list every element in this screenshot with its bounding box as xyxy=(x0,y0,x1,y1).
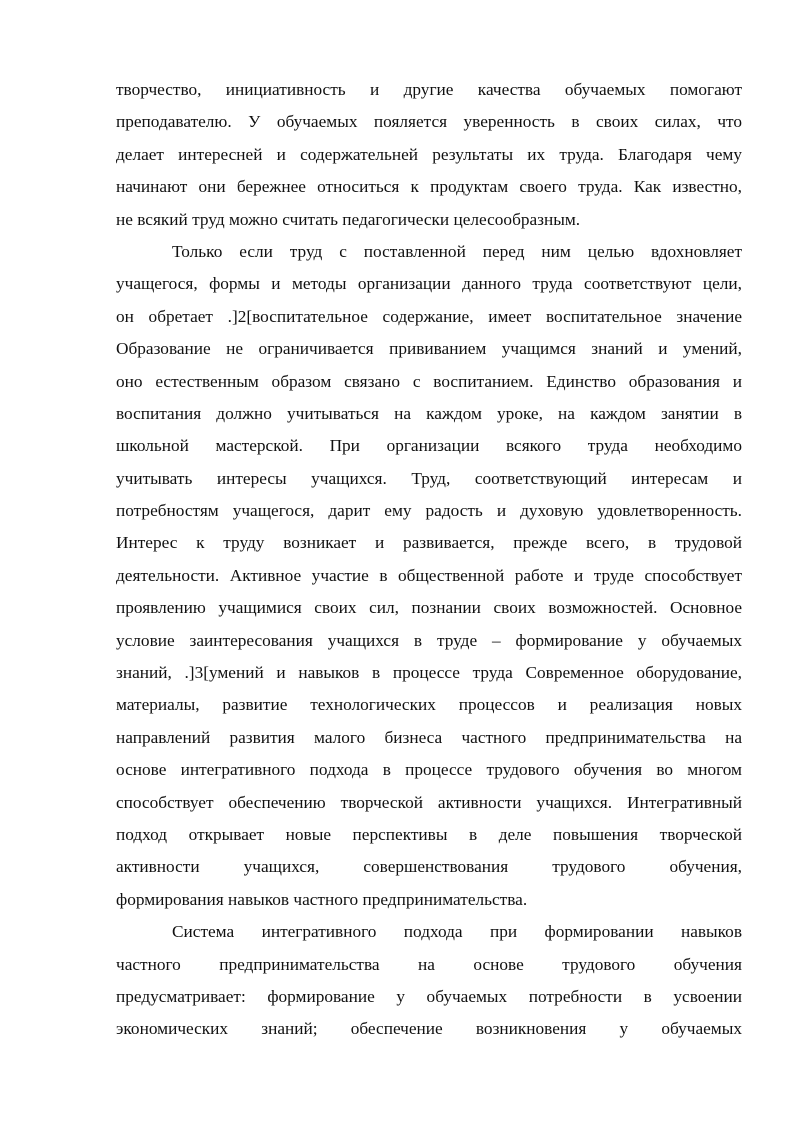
text-line: подход открывает новые перспективы в деле повышения творческой xyxy=(116,824,742,844)
text-line: материалы, развитие технологических процессов и реализация новых xyxy=(116,695,742,715)
text-line: основе интегративного подхода в процессе трудового обучения во многом xyxy=(116,760,742,780)
text-line: оно естественным образом связано с воспитанием. Единство образования и xyxy=(116,371,742,391)
text-line: делает интересней и содержательней результаты их труда. Благодаря чему xyxy=(116,144,742,164)
text-line: Образование не ограничивается прививанием учащимся знаний и умений, xyxy=(116,339,742,359)
paragraph-3 xyxy=(116,916,742,1046)
text-line: Система интегративного подхода при формировании навыков xyxy=(172,922,742,942)
text-line: частного предпринимательства на основе трудового обучения xyxy=(116,954,742,974)
text-line: Только если труд с поставленной перед ним целью вдохновляет xyxy=(172,241,742,261)
text-line: учащегося, формы и методы организации данного труда соответствуют цели, xyxy=(116,274,742,294)
text-line: он обретает .]2[воспитательное содержание, имеет воспитательное значение xyxy=(116,306,742,326)
paragraph-2 xyxy=(116,236,742,916)
document-page xyxy=(116,74,742,1046)
text-line: потребностям учащегося, дарит ему радость и духовую удовлетворенность. xyxy=(116,501,742,521)
text-line: проявлению учащимися своих сил, познании своих возможностей. Основное xyxy=(116,598,742,618)
text-line: экономических знаний; обеспечение возникновения у обучаемых xyxy=(116,1019,742,1039)
text-line: начинают они бережнее относиться к продуктам своего труда. Как известно, xyxy=(116,177,742,197)
paragraph-1 xyxy=(116,74,742,236)
text-line: преподавателю. У обучаемых пояляется уверенность в своих силах, что xyxy=(116,112,742,132)
text-line: деятельности. Активное участие в общественной работе и труде способствует xyxy=(116,565,742,585)
text-line: формирования навыков частного предпринимательства. xyxy=(116,889,528,909)
text-line: знаний, .]3[умений и навыков в процессе труда Современное оборудование, xyxy=(116,663,742,683)
text-line: способствует обеспечению творческой активности учащихся. Интегративный xyxy=(116,792,742,812)
text-line: школьной мастерской. При организации всякого труда необходимо xyxy=(116,436,742,456)
text-line: творчество, инициативность и другие качества обучаемых помогают xyxy=(116,80,742,99)
text-line: воспитания должно учитываться на каждом уроке, на каждом занятии в xyxy=(116,403,742,423)
text-line: предусматривает: формирование у обучаемых потребности в усвоении xyxy=(116,986,742,1006)
text-line: Интерес к труду возникает и развивается, прежде всего, в трудовой xyxy=(116,533,742,553)
text-line: учитывать интересы учащихся. Труд, соответствующий интересам и xyxy=(116,468,742,488)
text-line: активности учащихся, совершенствования трудового обучения, xyxy=(116,857,742,877)
text-line: направлений развития малого бизнеса частного предпринимательства на xyxy=(116,727,742,747)
text-line: условие заинтересования учащихся в труде – формирование у обучаемых xyxy=(116,630,742,650)
text-line: не всякий труд можно считать педагогически целесообразным. xyxy=(116,209,581,229)
